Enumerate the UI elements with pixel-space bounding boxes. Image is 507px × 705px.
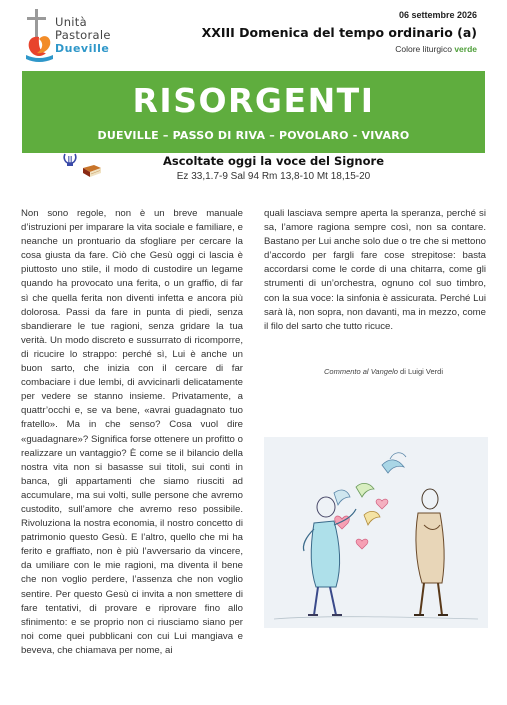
logo-line-3: Dueville: [55, 42, 110, 55]
logo-line-2: Pastorale: [55, 28, 111, 42]
liturgical-color-value: verde: [454, 44, 477, 54]
article-right-column: quali lasciava sempre aperta la speranza, perché si sa, l’amore ragiona sempre così, non sa contare. Bastano per Lui anche solo due o tre che si mettono d’accordo per fargli fare cose strepitose: basta accordarsi come le corde di una chitarra, come gli strumenti di un’orchestra, ognuno col suo timbro, con la sua voce: la sinfonia è assicurata. Perché Lui sarà là, non sopra, non davanti, ma in mezzo, come il filo del sarto che tutto ricuce.: [264, 208, 486, 332]
logo-line-1: Unità: [55, 15, 87, 29]
parishes-list: DUEVILLE – PASSO DI RIVA – POVOLARO - VIVARO: [97, 129, 410, 142]
parish-logo: [22, 7, 132, 65]
liturgical-color: [395, 44, 477, 54]
comment-credit: [324, 367, 443, 376]
scripture-readings: Ez 33,1.7-9 Sal 94 Rm 13,8-10 Mt 18,15-20: [176, 171, 371, 182]
comment-prefix: Commento al: [324, 367, 369, 376]
cross-dove-logo-icon: [22, 7, 56, 63]
comment-author: di Luigi Verdi: [400, 367, 443, 376]
issue-date: 06 settembre 2026: [398, 10, 477, 20]
liturgical-color-label: Colore liturgico: [395, 44, 452, 54]
illustration-two-figures: [264, 437, 488, 628]
bulletin-title: RISORGENTI: [132, 81, 375, 120]
listen-heading: Ascoltate oggi la voce del Signore: [163, 154, 384, 168]
liturgical-sunday: XXIII Domenica del tempo ordinario (a): [201, 25, 477, 40]
comment-work: Vangelo: [370, 367, 398, 376]
title-banner: [22, 71, 485, 153]
article-left-column: Non sono regole, non è un breve manuale d’istruzioni per imparare la vita sociale e familiare, e neanche un prontuario da sfogliare per cercare la cosa giusta da fare. Ciò che Gesù oggi ci lascia è piuttosto uno stile, il modo di custodire un legame quando ha provocato una ferita, o un graffio, di far sì che quella ferita non diventi infetta e ancora più dolorosa. Passi da fare in punta di piedi, senza sbandierare le tue ragioni, senza gridare la tua verità. Un modo discreto e sussurrato di ricomporre, di ricucire lo strappo: perché sì, Lui è anche un buon sarto, che inizia con il cercare di far combaciare i due lembi, di avvicinarli delicatamente per vedere se stanno insieme. Privatamente, a quattr’occhi e, se va bene, «avrai guadagnato tuo fratello». Ma in che senso? Cosa vuol dire «guadagnare»? Significa forse ottenere un profitto o realizzare un vantaggio? È come se il bilancio della nostra vita non si basasse sui titoli, sui conti in banca, gli appartamenti che siamo riusciti ad accumulare, ma sui volti, sulle persone che avremo custodito, sull’amore che avremo reso possibile. Rivoluziona la nostra economia, il nostro concetto di patrimonio questo Gesù. E l’altro, quello che mi ha ferito e graffiato, non è più l’avversario da vincere, da umiliare con le mie ragioni, ma diventa il bene che non voglio perdere, l’assenza che non voglio sentire. Per questo Gesù ci invita a non smettere di fare tentativi, di provare e riprovare fino allo sfinimento: e se proprio non ci riusciamo siano per noi come quei pubblicani con cui Lui mangiava e beveva, che chiamava per nome, ai: [21, 208, 243, 656]
